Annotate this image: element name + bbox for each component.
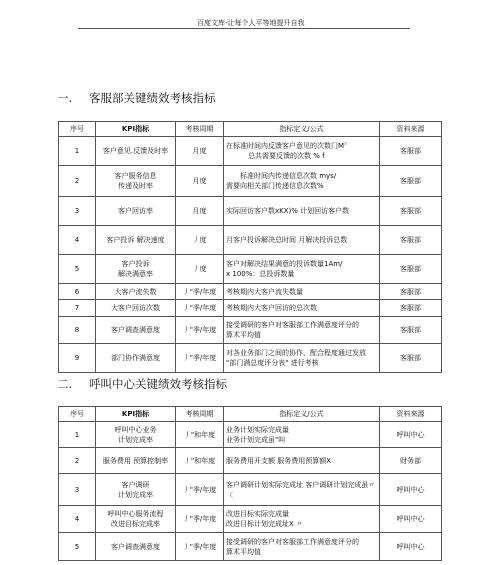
kpi-name: 呼叫中心服务流程 改进目标完成率 [96,506,176,533]
column-header: 资料来源 [380,407,442,422]
definition-formula: 在标准时间内反馈客户意见的次数门M〞 总共需要反馈的次数 % f [224,137,380,166]
header-divider [78,28,410,29]
review-period: 月度 [176,197,224,226]
kpi-name: 呼叫中心业务 计划完成率 [96,422,176,448]
review-period: 丿"季/年度 [176,317,224,344]
review-period: 丿"季/年度 [176,344,224,373]
row-number: 4 [59,506,96,533]
row-number: 3 [59,197,96,226]
data-source: 呼叫中心 [380,474,442,506]
data-source: 呼叫中心 [380,506,442,533]
definition-formula: 考核期内大客户流失数量 [224,284,380,300]
table-row [59,448,442,474]
kpi-name: 客户调研 计划完成率 [96,474,176,506]
header-banner: 百度文库-让每个人平等地提升自我 [197,19,305,27]
kpi-name: 大客户回访次数 [96,300,176,317]
review-period: 丿"季/年度 [176,533,224,561]
data-source: 客服部 [380,300,442,317]
data-source: 客服部 [380,284,442,300]
definition-formula: 标准时间内传递信息次数 mys/ 需要向相关部门传递信息次数% [224,166,380,197]
table-row [59,317,442,344]
table-row [59,166,442,197]
review-period: 丿"季/年度 [176,506,224,533]
kpi-name: 客户服务信息 传递及时率 [96,166,176,197]
data-source: 呼叫中心 [380,422,442,448]
data-source: 客服部 [380,317,442,344]
definition-formula: 业务计划实际完成量 业务计划完成虽"叫 [224,422,380,448]
column-header: KPI指标 [96,122,176,137]
table-row [59,300,442,317]
definition-formula: 服务费用开支额 服务费用预算额X [224,448,380,474]
definition-formula: 改进目标实际完成量 改进目标计划完成址X 〃 [224,506,380,533]
column-header: 考核周期 [176,122,224,137]
review-period: 月度 [176,137,224,166]
kpi-name: 部门协作满意度 [96,344,176,373]
definition-formula: 接受调研的客户对客服部工作满意度评分的 算术平均值 [224,533,380,561]
table-row [59,506,442,533]
table-row [59,422,442,448]
row-number: 5 [59,533,96,561]
section-title-text: 客服部关键绩效考核指标 [89,91,216,105]
review-period: 丿"和年度 [176,422,224,448]
row-number: 2 [59,448,96,474]
kpi-name: 客户回访率 [96,197,176,226]
data-source: 财务部 [380,448,442,474]
column-header: 指标定义/公式 [224,122,380,137]
review-period: 丿"和年度 [176,448,224,474]
section-title [57,376,227,392]
row-number: 7 [59,300,96,317]
table-row [59,474,442,506]
section-number: 一. [57,91,73,105]
row-number: 6 [59,284,96,300]
table-header-row [59,407,442,422]
table-row [59,255,442,284]
review-period: 丿"季/年度 [176,474,224,506]
definition-formula: 月客户投诉解决总时间 月解决投诉总数 [224,226,380,255]
row-number: 4 [59,226,96,255]
definition-formula: 实际回访客户数xKX)% 计划回访客户数 [224,197,380,226]
definition-formula: 对各业务部门之间的协作、配合程度通过发放 "部门满总度评分表" 进行考核 [224,344,380,373]
kpi-name: 客户调查满意度 [96,317,176,344]
table-row [59,226,442,255]
column-header: 序号 [59,122,96,137]
table-row [59,137,442,166]
data-source: 客服部 [380,197,442,226]
section-title-text: 呼叫中心关键绩效考核指标 [89,377,227,391]
data-source: 客服部 [380,255,442,284]
column-header: 指标定义/公式 [224,407,380,422]
kpi-name: 服务费用 预算控制率 [96,448,176,474]
definition-formula: 考核期内大客户回访的总次数 [224,300,380,317]
row-number: 8 [59,317,96,344]
review-period: 丿"季/年度 [176,284,224,300]
section-number: 二. [57,377,73,391]
row-number: 1 [59,137,96,166]
column-header: 考核周期 [176,407,224,422]
review-period: 丿度 [176,255,224,284]
data-source: 客服部 [380,166,442,197]
definition-formula: 客户对解决结果满意的投诉数量1Am/ x 100%：总投诉数量 [224,255,380,284]
kpi-table-customer-service [58,121,442,373]
review-period: 丿度 [176,226,224,255]
column-header: 序号 [59,407,96,422]
row-number: 9 [59,344,96,373]
data-source: 呼叫中心 [380,533,442,561]
table-header-row [59,122,442,137]
review-period: 丿"季/年度 [176,300,224,317]
definition-formula: 接受调研的客户对客服部工作满意度评分的 算术平均值 [224,317,380,344]
kpi-name: 客户投诉 解决速度 [96,226,176,255]
section-title [57,90,216,106]
row-number: 5 [59,255,96,284]
review-period: 月度 [176,166,224,197]
kpi-name: 客户投诉 解决满意率 [96,255,176,284]
column-header: 资料来源 [380,122,442,137]
table-row [59,533,442,561]
kpi-name: 大客户流失数 [96,284,176,300]
table-row [59,284,442,300]
table-row [59,344,442,373]
kpi-name: 客户调查满意度 [96,533,176,561]
row-number: 2 [59,166,96,197]
column-header: KPI指标 [96,407,176,422]
kpi-name: 客户意见.反馈及时率 [96,137,176,166]
table-row [59,197,442,226]
definition-formula: 客户调研计划实际完成址 客户调研计划完成虽〃 〈 [224,474,380,506]
data-source: 客服部 [380,137,442,166]
data-source: 客服部 [380,344,442,373]
row-number: 3 [59,474,96,506]
row-number: 1 [59,422,96,448]
kpi-table-call-center [58,406,442,561]
data-source: 客服部 [380,226,442,255]
